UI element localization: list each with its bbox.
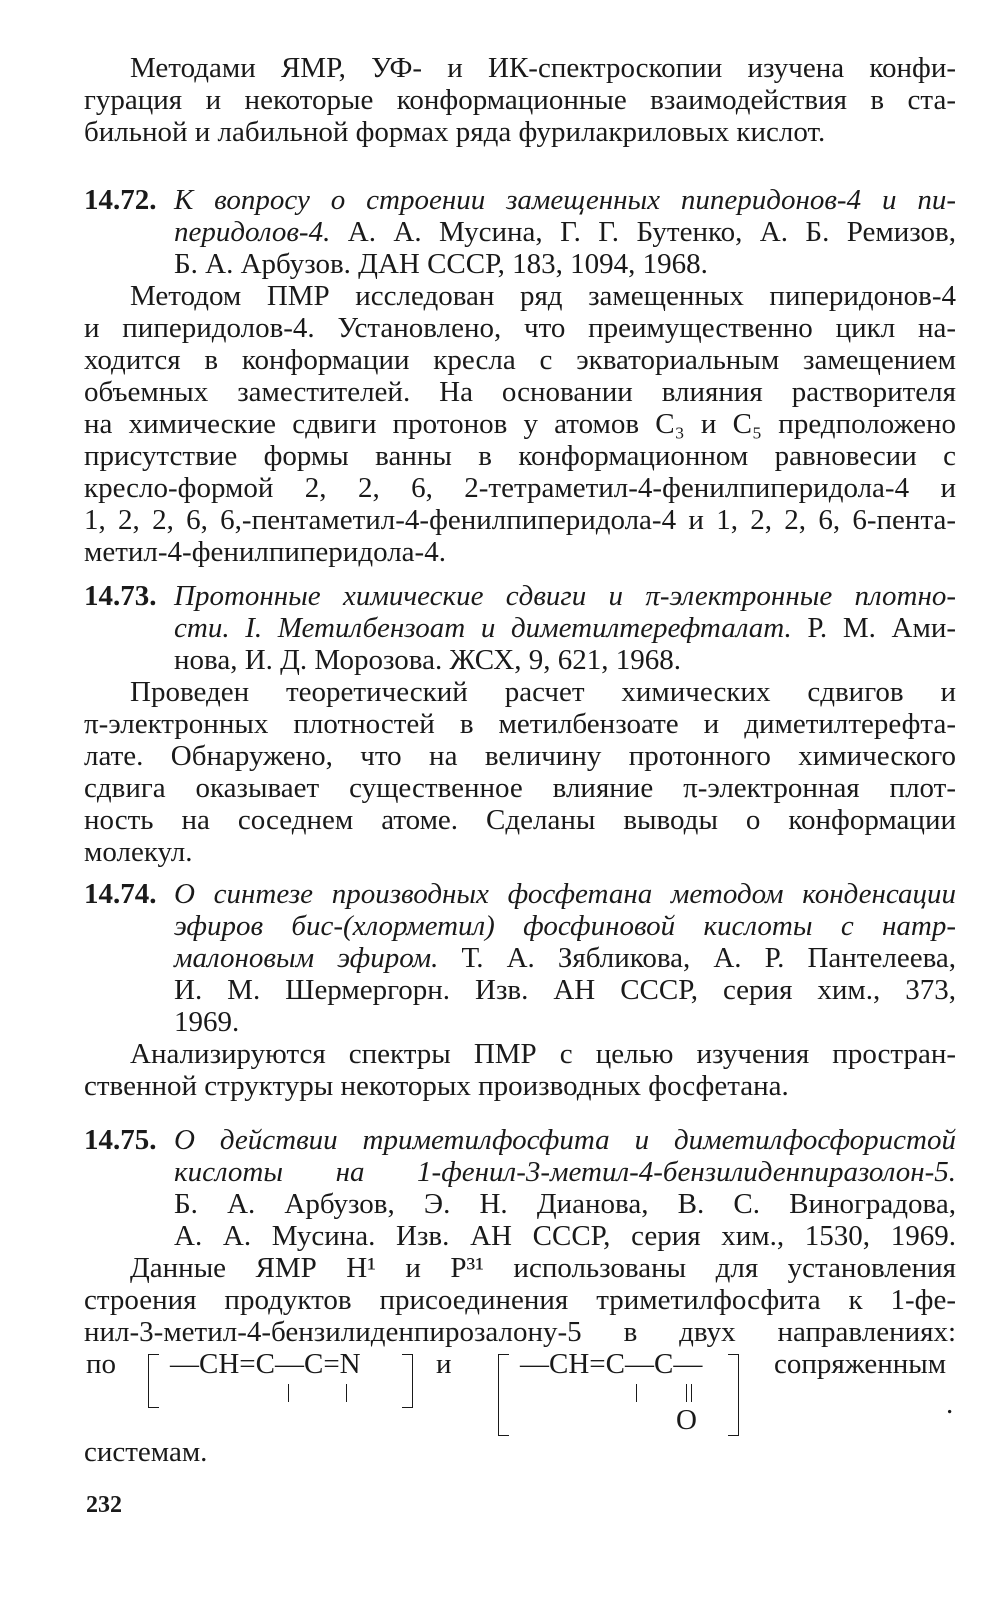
abstract-line: 1, 2, 2, 6, 6,-пентаметил-4-фенилпиперидола-4 и 1, 2, 2, 6, 6-пента- bbox=[84, 504, 956, 536]
abstract-line: Проведен теоретический расчет химических сдвигов и bbox=[130, 676, 956, 708]
entry-title: О синтезе производных фосфетана методом конденсации bbox=[174, 878, 956, 910]
formula-group-1: —CH=C—C=N bbox=[170, 1348, 361, 1380]
formula-prefix: по bbox=[86, 1348, 117, 1380]
entry-title: малоновым эфиром. bbox=[174, 942, 439, 974]
text-line: бильной и лабильной формах ряда фурилакриловых кислот. bbox=[84, 116, 826, 148]
closing-line bbox=[84, 1436, 956, 1468]
citation-text: нова, И. Д. Морозова. ЖСХ, 9, 621, 1968. bbox=[174, 644, 682, 676]
abstract-line: нил-3-метил-4-бензилиденпирозалону-5 в двух направлениях: bbox=[84, 1316, 956, 1348]
citation-text: И. М. Шермергорн. Изв. АН СССР, серия хим., 373, bbox=[174, 974, 956, 1006]
page-number: 232 bbox=[86, 1492, 122, 1518]
bracket-left bbox=[148, 1354, 159, 1408]
abstract-line: Методом ПМР исследован ряд замещенных пиперидонов-4 bbox=[130, 280, 956, 312]
entry-title: К вопросу о строении замещенных пиперидонов-4 и пи- bbox=[174, 184, 956, 216]
entry-number: 14.74. bbox=[84, 878, 157, 910]
entry-number: 14.75. bbox=[84, 1124, 157, 1156]
entry-number: 14.72. bbox=[84, 184, 157, 216]
entry-14-72 bbox=[84, 184, 956, 568]
abstract-line: строения продуктов присоединения триметилфосфита к 1-фе- bbox=[84, 1284, 956, 1316]
intro-paragraph bbox=[84, 52, 956, 148]
abstract-line: метил-4-фенилпиперидола-4. bbox=[84, 536, 446, 568]
abstract-line: ность на соседнем атоме. Сделаны выводы о конформации bbox=[84, 804, 956, 836]
formula-conjunction: и bbox=[436, 1348, 452, 1380]
entry-title: О действии триметилфосфита и диметилфосфористой bbox=[174, 1124, 956, 1156]
double-bond bbox=[686, 1384, 692, 1402]
bracket-right bbox=[402, 1354, 413, 1408]
oxygen-atom: O bbox=[676, 1404, 697, 1436]
bond-line bbox=[288, 1384, 289, 1402]
citation-text: А. А. Мусина. Изв. АН СССР, серия хим., 1530, 1969. bbox=[174, 1220, 956, 1252]
entry-title: Протонные химические сдвиги и π-электронные плотно- bbox=[174, 580, 956, 612]
abstract-line: Анализируются спектры ПМР с целью изучения простран- bbox=[130, 1038, 956, 1070]
formula-group-2: —CH=C—C— bbox=[520, 1348, 703, 1380]
text-line: системам. bbox=[84, 1436, 208, 1468]
abstract-line: объемных заместителей. На основании влияния растворителя bbox=[84, 376, 956, 408]
abstract-line: ходится в конформации кресла с экваториальным замещением bbox=[84, 344, 956, 376]
abstract-line: ственной структуры некоторых производных фосфетана. bbox=[84, 1070, 789, 1102]
bracket-right bbox=[728, 1354, 739, 1436]
entry-14-73 bbox=[84, 580, 956, 868]
abstract-line: лате. Обнаружено, что на величину протонного химического bbox=[84, 740, 956, 772]
abstract-line: на химические сдвиги протонов у атомов С₃ и С₅ предположено bbox=[84, 408, 956, 440]
citation-text: Б. А. Арбузов, Э. Н. Дианова, В. С. Виноградова, bbox=[174, 1188, 956, 1220]
entry-title: кислоты на 1-фенил-3-метил-4-бензилиденпиразолон-5. bbox=[174, 1156, 956, 1188]
bond-line bbox=[346, 1384, 347, 1402]
abstract-line: молекул. bbox=[84, 836, 193, 868]
formula-suffix: сопряженным bbox=[774, 1348, 947, 1380]
chemical-formula bbox=[84, 1348, 956, 1438]
entry-title: эфиров бис-(хлорметил) фосфиновой кислоты с натр- bbox=[174, 910, 956, 942]
citation-text: А. А. Мусина, Г. Г. Бутенко, А. Б. Ремизов, bbox=[330, 216, 956, 248]
formula-period: . bbox=[946, 1388, 954, 1420]
bond-line bbox=[636, 1384, 637, 1402]
abstract-line: π-электронных плотностей в метилбензоате и диметилтерефта- bbox=[84, 708, 956, 740]
abstract-line: Данные ЯМР Н¹ и Р³¹ использованы для установления bbox=[130, 1252, 956, 1284]
citation-text: Б. А. Арбузов. ДАН СССР, 183, 1094, 1968. bbox=[174, 248, 708, 280]
citation-text: 1969. bbox=[174, 1006, 240, 1038]
abstract-line: и пиперидолов-4. Установлено, что преимущественно цикл на- bbox=[84, 312, 956, 344]
entry-14-75 bbox=[84, 1124, 956, 1348]
entry-14-74 bbox=[84, 878, 956, 1102]
bracket-left bbox=[498, 1354, 509, 1436]
entry-title: сти. I. Метилбензоат и диметилтерефталат. bbox=[174, 612, 792, 644]
entry-title: перидолов-4. bbox=[174, 216, 331, 248]
abstract-line: присутствие формы ванны в конформационном равновесии с bbox=[84, 440, 956, 472]
citation-text: Р. М. Ами- bbox=[791, 612, 956, 644]
abstract-line: кресло-формой 2, 2, 6, 2-тетраметил-4-фенилпиперидола-4 и bbox=[84, 472, 956, 504]
text-line: Методами ЯМР, УФ- и ИК-спектроскопии изучена конфи- bbox=[130, 52, 956, 84]
abstract-line: сдвига оказывает существенное влияние π-электронная плот- bbox=[84, 772, 956, 804]
citation-text: Т. А. Зябликова, А. Р. Пантелеева, bbox=[438, 942, 956, 974]
text-line: гурация и некоторые конформационные взаимодействия в ста- bbox=[84, 84, 956, 116]
entry-number: 14.73. bbox=[84, 580, 157, 612]
